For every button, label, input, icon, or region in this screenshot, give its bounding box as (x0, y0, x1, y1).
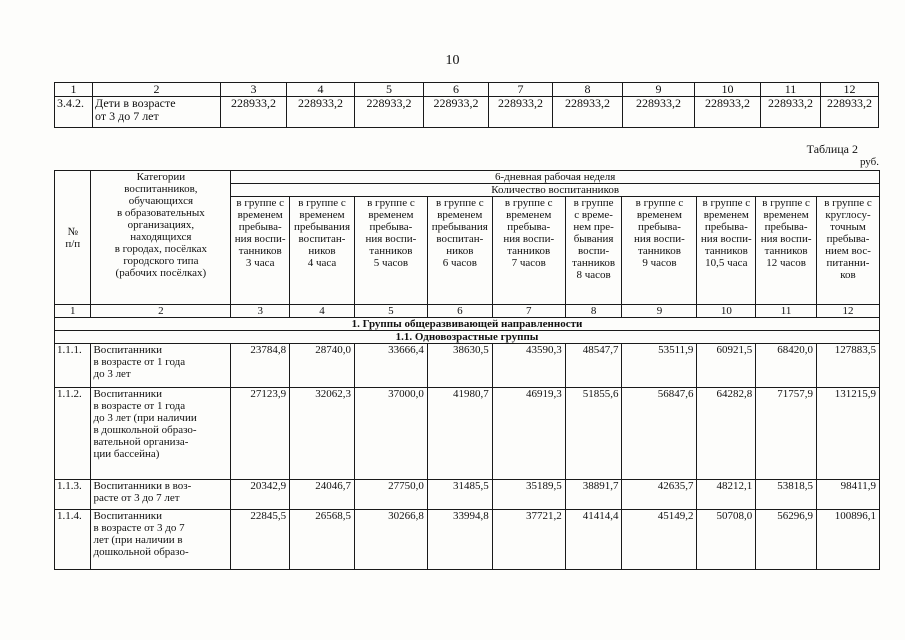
col-number-cell: 12 (821, 83, 879, 97)
col-category-header: Категории воспитанников, обучающихся в образовательных организациях, находящихся в городах, посёлках городского типа (рабочих посёлках) (91, 171, 231, 305)
row-number: 1.1.1. (55, 344, 91, 388)
value-cell: 23784,8 (231, 344, 290, 388)
value-cell: 31485,5 (427, 480, 492, 510)
value-cell: 24046,7 (290, 480, 355, 510)
col-number-cell: 10 (695, 83, 761, 97)
group-9h-header: в группе с временем пребыва- ния воспи- танников 9 часов (622, 197, 697, 305)
col-number-cell: 9 (623, 83, 695, 97)
group-4h-header: в группе с временем пребывания воспитан- ников 4 часа (290, 197, 355, 305)
value-cell: 131215,9 (817, 388, 880, 480)
col-number-cell: 1 (55, 305, 91, 318)
col-number-cell: 11 (756, 305, 817, 318)
group-7h-header: в группе с временем пребыва- ния воспи- танников 7 часов (492, 197, 565, 305)
row-number: 1.1.3. (55, 480, 91, 510)
numbers-row (55, 305, 880, 318)
col-number-cell: 5 (354, 305, 427, 318)
group-8h-header: в группе с време- нем пре- бывания воспи- танников 8 часов (565, 197, 622, 305)
table1-header-row (55, 83, 879, 97)
value-cell: 27123,9 (231, 388, 290, 480)
col-number-cell: 2 (93, 83, 221, 97)
value-cell: 228933,2 (695, 97, 761, 128)
value-cell: 98411,9 (817, 480, 880, 510)
row-number: 1.1.4. (55, 510, 91, 570)
value-cell: 27750,0 (354, 480, 427, 510)
value-cell: 228933,2 (221, 97, 287, 128)
value-cell: 60921,5 (697, 344, 756, 388)
subsection-title: 1.1. Одновозрастные группы (55, 331, 880, 344)
value-cell: 127883,5 (817, 344, 880, 388)
value-cell: 30266,8 (354, 510, 427, 570)
cost-table (54, 170, 880, 570)
row-category: Воспитанники в возрасте от 3 до 7 лет (при наличии в дошкольной образо- (91, 510, 231, 570)
value-cell: 20342,9 (231, 480, 290, 510)
group-3h-header: в группе с временем пребыва- ния воспи- танников 3 часа (231, 197, 290, 305)
group-5h-header: в группе с временем пребыва- ния воспи- танников 5 часов (354, 197, 427, 305)
subsection-row (55, 331, 880, 344)
value-cell: 53511,9 (622, 344, 697, 388)
col-number-cell: 1 (55, 83, 93, 97)
value-cell: 22845,5 (231, 510, 290, 570)
section-title: 1. Группы общеразвивающей направленности (55, 318, 880, 331)
value-cell: 41980,7 (427, 388, 492, 480)
value-cell: 228933,2 (553, 97, 623, 128)
col-number-cell: 5 (355, 83, 424, 97)
table-row (55, 344, 880, 388)
value-cell: 46919,3 (492, 388, 565, 480)
group-6h-header: в группе с временем пребывания воспитан- ников 6 часов (427, 197, 492, 305)
row-category: Воспитанники в возрасте от 1 года до 3 лет (91, 344, 231, 388)
col-number-cell: 3 (221, 83, 287, 97)
value-cell: 28740,0 (290, 344, 355, 388)
value-cell: 228933,2 (355, 97, 424, 128)
col-number-cell: 6 (427, 305, 492, 318)
header-row-week (55, 171, 880, 184)
value-cell: 43590,3 (492, 344, 565, 388)
value-cell: 42635,7 (622, 480, 697, 510)
col-number-cell: 9 (622, 305, 697, 318)
section-row (55, 318, 880, 331)
group-24h-header: в группе с круглосу- точным пребыва- нием вос- питанни- ков (817, 197, 880, 305)
value-cell: 41414,4 (565, 510, 622, 570)
col-number-header: № п/п (55, 171, 91, 305)
value-cell: 228933,2 (489, 97, 553, 128)
value-cell: 37721,2 (492, 510, 565, 570)
table-row (55, 97, 879, 128)
value-cell: 32062,3 (290, 388, 355, 480)
group-10-5h-header: в группе с временем пребыва- ния воспи- танников 10,5 часа (697, 197, 756, 305)
value-cell: 33994,8 (427, 510, 492, 570)
value-cell: 228933,2 (424, 97, 489, 128)
row-number: 3.4.2. (55, 97, 93, 128)
col-number-cell: 4 (290, 305, 355, 318)
value-cell: 56296,9 (756, 510, 817, 570)
value-cell: 228933,2 (821, 97, 879, 128)
value-cell: 37000,0 (354, 388, 427, 480)
table-row (55, 388, 880, 480)
value-cell: 228933,2 (287, 97, 355, 128)
value-cell: 26568,5 (290, 510, 355, 570)
row-category: Дети в возрасте от 3 до 7 лет (93, 97, 221, 128)
page-number: 10 (445, 53, 460, 68)
value-cell: 38891,7 (565, 480, 622, 510)
row-number: 1.1.2. (55, 388, 91, 480)
value-cell: 56847,6 (622, 388, 697, 480)
value-cell: 45149,2 (622, 510, 697, 570)
col-number-cell: 11 (761, 83, 821, 97)
week-header: 6-дневная рабочая неделя (231, 171, 880, 184)
col-number-cell: 7 (492, 305, 565, 318)
col-number-cell: 12 (817, 305, 880, 318)
col-number-cell: 10 (697, 305, 756, 318)
table-caption: Таблица 2 (806, 142, 858, 156)
count-header: Количество воспитанников (231, 184, 880, 197)
table-row (55, 480, 880, 510)
col-number-cell: 3 (231, 305, 290, 318)
row-category: Воспитанники в воз- расте от 3 до 7 лет (91, 480, 231, 510)
value-cell: 51855,6 (565, 388, 622, 480)
col-number-cell: 8 (565, 305, 622, 318)
value-cell: 64282,8 (697, 388, 756, 480)
unit-label: руб. (859, 156, 879, 168)
value-cell: 50708,0 (697, 510, 756, 570)
value-cell: 228933,2 (761, 97, 821, 128)
value-cell: 68420,0 (756, 344, 817, 388)
value-cell: 53818,5 (756, 480, 817, 510)
value-cell: 100896,1 (817, 510, 880, 570)
value-cell: 71757,9 (756, 388, 817, 480)
col-number-cell: 4 (287, 83, 355, 97)
value-cell: 48212,1 (697, 480, 756, 510)
col-number-cell: 2 (91, 305, 231, 318)
value-cell: 38630,5 (427, 344, 492, 388)
continuation-table (54, 82, 879, 128)
col-number-cell: 7 (489, 83, 553, 97)
value-cell: 33666,4 (354, 344, 427, 388)
col-number-cell: 8 (553, 83, 623, 97)
col-number-cell: 6 (424, 83, 489, 97)
table-row (55, 510, 880, 570)
value-cell: 228933,2 (623, 97, 695, 128)
group-12h-header: в группе с временем пребыва- ния воспи- танников 12 часов (756, 197, 817, 305)
row-category: Воспитанники в возрасте от 1 года до 3 лет (при наличии в дошкольной образо- вательной организа- ции бассейна) (91, 388, 231, 480)
value-cell: 35189,5 (492, 480, 565, 510)
value-cell: 48547,7 (565, 344, 622, 388)
